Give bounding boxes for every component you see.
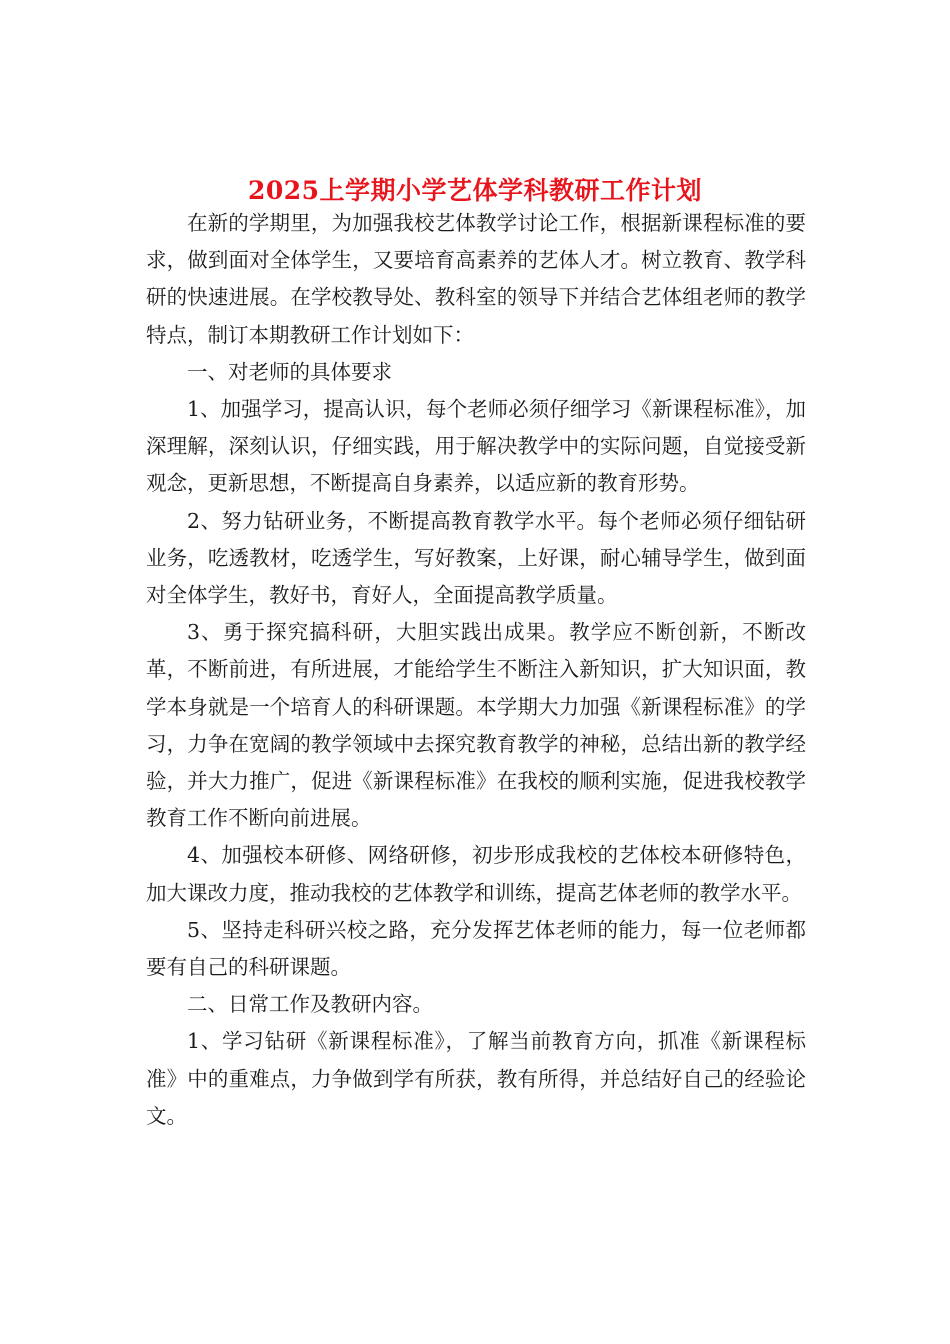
daily-work-paragraph-1: 1、学习钻研《新课程标准》，了解当前教育方向，抓准《新课程标准》中的重难点，力争做到学有所获，教有所得，并总结好自己的经验论文。 [146, 1029, 806, 1128]
document-title: 2025上学期小学艺体学科教研工作计划 [247, 175, 703, 205]
requirement-paragraph-4: 4、加强校本研修、网络研修，初步形成我校的艺体校本研修特色，加大课改力度，推动我校的艺体教学和训练，提高艺体老师的教学水平。 [146, 843, 806, 905]
section-heading-teacher-requirements: 一、对老师的具体要求 [187, 359, 392, 384]
requirement-paragraph-5: 5、坚持走科研兴校之路，充分发挥艺体老师的能力，每一位老师都要有自己的科研课题。 [146, 917, 806, 980]
section-heading-daily-work: 二、日常工作及教研内容。 [187, 992, 433, 1017]
intro-paragraph: 在新的学期里，为加强我校艺体教学讨论工作，根据新课程标准的要求，做到面对全体学生，又要培育高素养的艺体人才。树立教育、教学科研的快速进展。在学校教导处、教科室的领导下并结合艺体组老师的教学特点，制订本期教研工作计划如下： [146, 211, 806, 347]
requirement-paragraph-1: 1、加强学习，提高认识，每个老师必须仔细学习《新课程标准》，加深理解，深刻认识，仔细实践，用于解决教学中的实际问题，自觉接受新观念，更新思想，不断提高自身素养，以适应新的教育形势。 [146, 397, 806, 496]
requirement-paragraph-3: 3、勇于探究搞科研，大胆实践出成果。教学应不断创新，不断改革，不断前进，有所进展，才能给学生不断注入新知识，扩大知识面，教学本身就是一个培育人的科研课题。本学期大力加强《新课程标准》的学习，力争在宽阔的教学领域中去探究教育教学的神秘，总结出新的教学经验，并大力推广，促进《新课程标准》在我校的顺利实施，促进我校教学教育工作不断向前进展。 [146, 620, 806, 831]
document-body [146, 205, 806, 1135]
requirement-paragraph-2: 2、努力钻研业务，不断提高教育教学水平。每个老师必须仔细钻研业务，吃透教材，吃透学生，写好教案，上好课，耐心辅导学生，做到面对全体学生，教好书，育好人，全面提高教学质量。 [146, 508, 806, 608]
